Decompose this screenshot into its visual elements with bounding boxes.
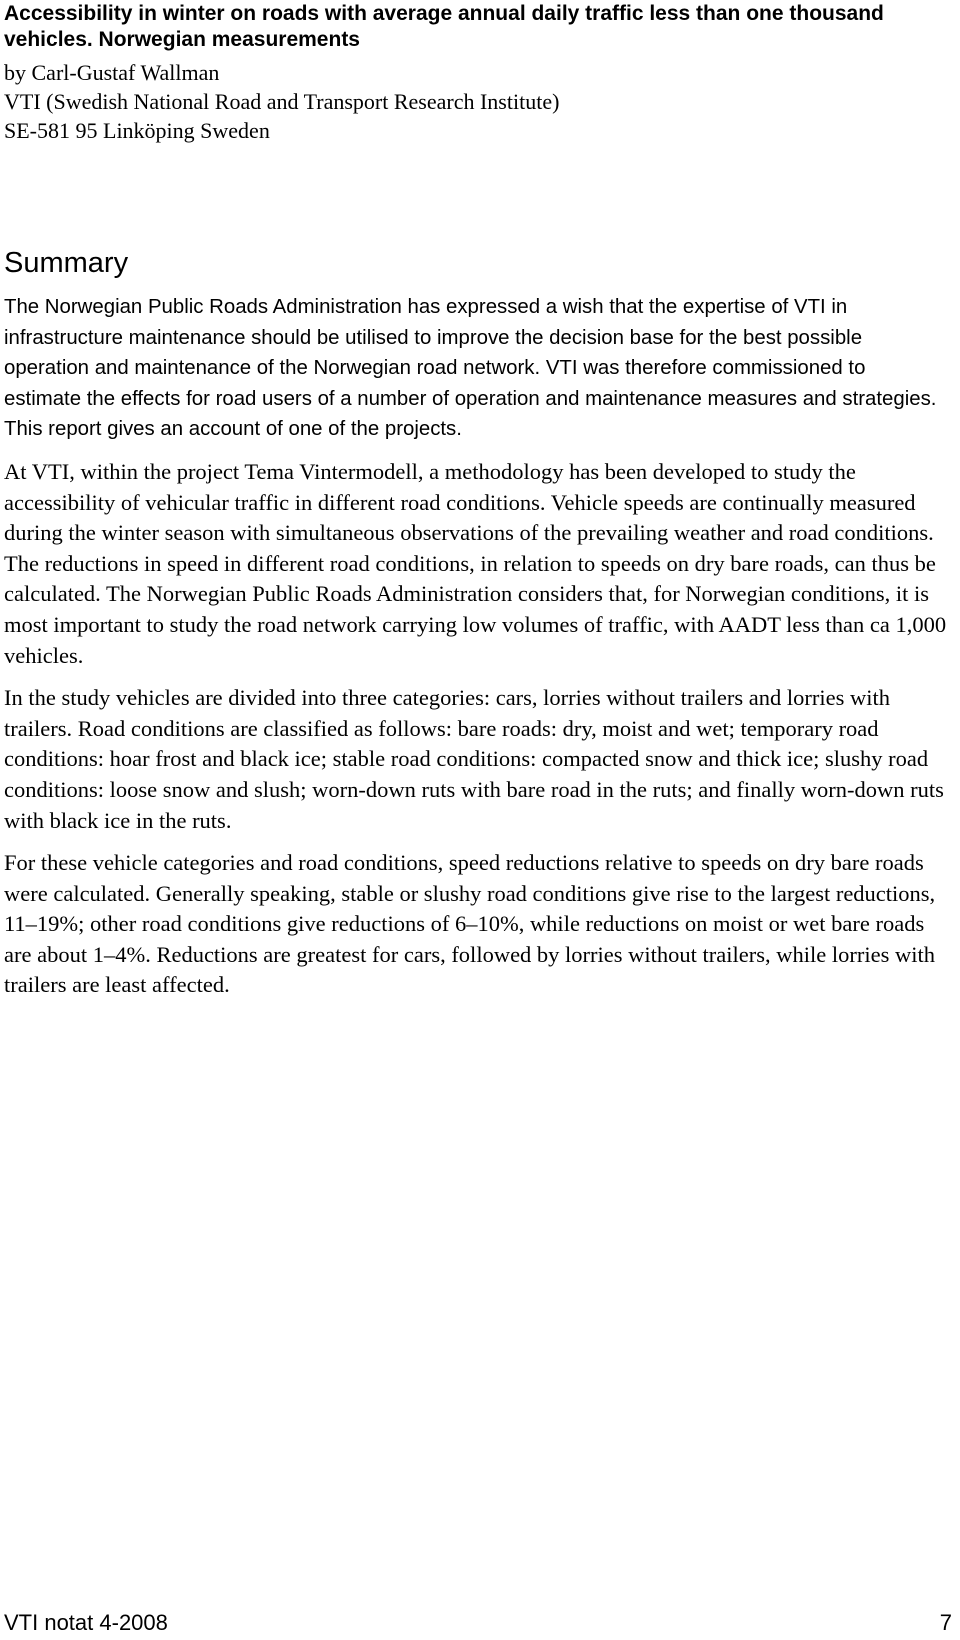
summary-paragraph-4: For these vehicle categories and road conditions, speed reductions relative to speeds on dry bare roads were calculated. Generally speaking, stable or slushy road conditions give rise to the largest reductions, 11–19%; other road conditions give reductions of 6–10%, while reductions on moist or wet bare roads are about 1–4%. Reductions are greatest for cars, followed by lorries without trailers, while lorries with trailers are least affected. xyxy=(4,850,936,998)
page-number: 7 xyxy=(939,1610,952,1635)
summary-paragraph-3: In the study vehicles are divided into three categories: cars, lorries without trailers and lorries with trailers. Road conditions are classified as follows: bare roads: dry, moist and wet; temporary road conditions: hoar frost and black ice; stable road conditions: compacted snow and thick ice; slushy road conditions: loose snow and slush; worn-down ruts with bare road in the ruts; and finally worn-down ruts with black ice in the ruts. xyxy=(4,685,944,833)
address-line: SE-581 95 Linköping Sweden xyxy=(4,118,270,143)
institute-line: VTI (Swedish National Road and Transport Research Institute) xyxy=(4,89,560,114)
summary-heading: Summary xyxy=(4,247,129,279)
document-title: Accessibility in winter on roads with average annual daily traffic less than one thousand vehicles. Norwegian measurements xyxy=(4,2,884,51)
author-line: by Carl-Gustaf Wallman xyxy=(4,60,220,85)
report-id: VTI notat 4-2008 xyxy=(4,1610,168,1635)
summary-paragraph-1: The Norwegian Public Roads Administration has expressed a wish that the expertise of VTI in infrastructure maintenance should be utilised to improve the decision base for the best possible operation and maintenance of the Norwegian road network. VTI was therefore commissioned to estimate the effects for road users of a number of operation and maintenance measures and strategies. This report gives an account of one of the projects. xyxy=(4,296,937,441)
page-content xyxy=(4,0,948,1001)
summary-body xyxy=(4,457,948,1001)
author-block xyxy=(4,58,948,145)
summary-paragraph-2: At VTI, within the project Tema Vintermodell, a methodology has been developed to study the accessibility of vehicular traffic in different road conditions. Vehicle speeds are continually measured during the winter season with simultaneous observations of the prevailing weather and road conditions. The reductions in speed in different road conditions, in relation to speeds on dry bare roads, can thus be calculated. The Norwegian Public Roads Administration considers that, for Norwegian conditions, it is most important to study the road network carrying low volumes of traffic, with AADT less than ca 1,000 vehicles. xyxy=(4,458,947,668)
